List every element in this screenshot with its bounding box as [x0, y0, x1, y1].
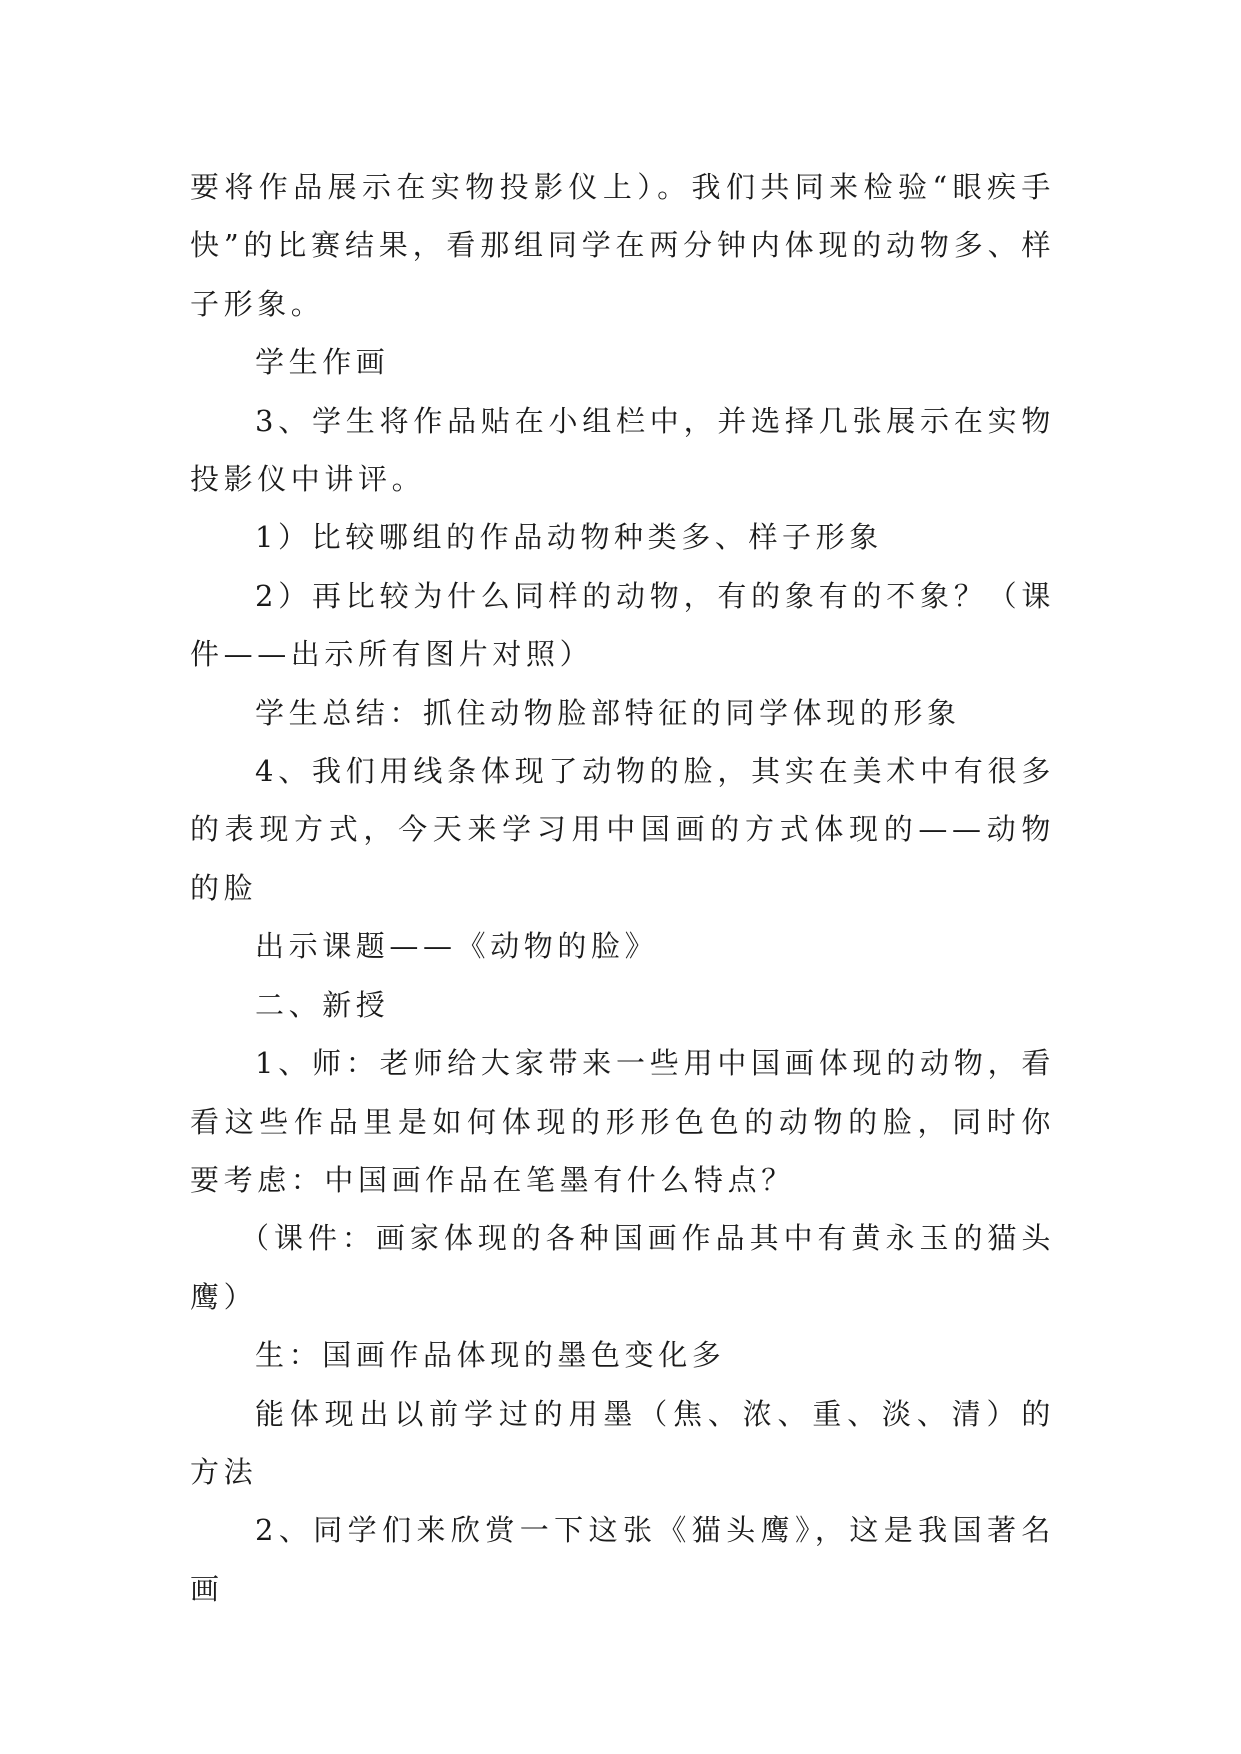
- paragraph-10: 1、师：老师给大家带来一些用中国画体现的动物，看看这些作品里是如何体现的形形色色的动物的脸，同时你要考虑：中国画作品在笔墨有什么特点？: [190, 1046, 1055, 1197]
- paragraph-11: （课件：画家体现的各种国画作品其中有黄永玉的猫头鹰）: [190, 1221, 1055, 1314]
- paragraph-3: 3、学生将作品贴在小组栏中，并选择几张展示在实物投影仪中讲评。: [190, 403, 1055, 497]
- paragraph-7: 4、我们用线条体现了动物的脸，其实在美术中有很多的表现方式，今天来学习用中国画的方式体现的——动物的脸: [190, 754, 1055, 905]
- paragraph-2: 学生作画: [255, 345, 390, 380]
- paragraph-9: 二、新授: [255, 987, 390, 1022]
- paragraph-6: 学生总结：抓住动物脸部特征的同学体现的形象: [255, 695, 961, 730]
- paragraph-14: 2、同学们来欣赏一下这张《猫头鹰》，这是我国著名画: [190, 1513, 1055, 1606]
- paragraph-12: 生：国画作品体现的墨色变化多: [255, 1338, 726, 1373]
- paragraph-13: 能体现出以前学过的用墨（焦、浓、重、淡、清）的方法: [190, 1396, 1055, 1489]
- paragraph-8: 出示课题——《动物的脸》: [255, 929, 659, 964]
- paragraph-4: 1）比较哪组的作品动物种类多、样子形象: [255, 520, 883, 555]
- document-page: [190, 158, 1055, 1618]
- paragraph-5: 2）再比较为什么同样的动物，有的象有的不象？（课件——出示所有图片对照）: [190, 578, 1055, 672]
- paragraph-1: 要将作品展示在实物投影仪上）。我们共同来检验“眼疾手快”的比赛结果，看那组同学在两分钟内体现的动物多、样子形象。: [190, 170, 1055, 321]
